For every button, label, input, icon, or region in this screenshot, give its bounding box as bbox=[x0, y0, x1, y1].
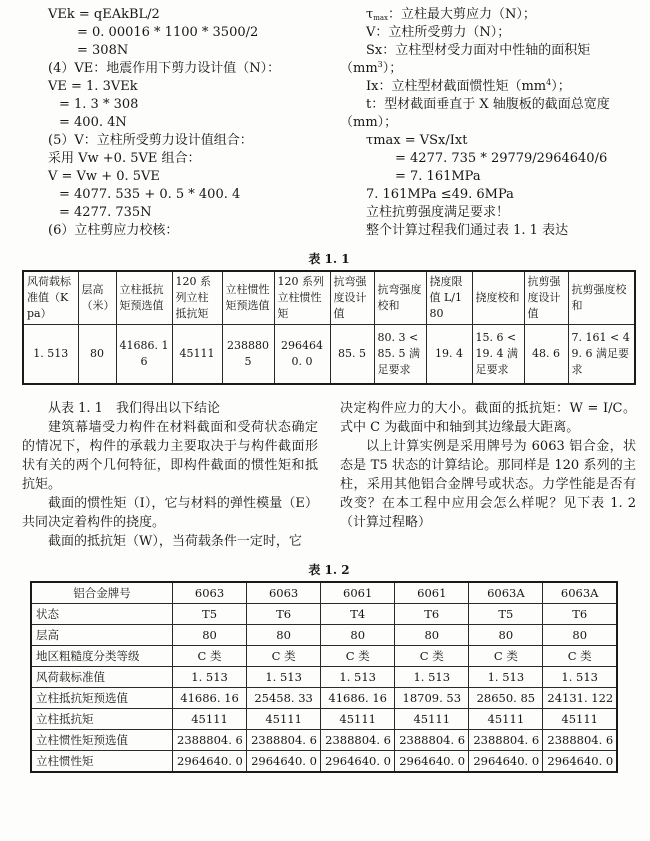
table-cell: 2964640. 0 bbox=[469, 751, 543, 773]
header-120-inertia: 120 系列立柱惯性矩 bbox=[274, 271, 330, 325]
t-unit: （mm）； bbox=[340, 115, 398, 130]
table-1-2 bbox=[30, 581, 618, 773]
sx-unit-exponent: 3 bbox=[377, 60, 383, 69]
table-row bbox=[31, 625, 617, 646]
header-shear-design: 抗剪强度设计值 bbox=[524, 271, 568, 325]
formula-vek: VEk = qEAkBL/2 bbox=[48, 7, 160, 22]
table-cell: C 类 bbox=[543, 646, 617, 667]
table-reference-note: 整个计算过程我们通过表 1. 1 表达 bbox=[366, 223, 569, 238]
formula-vek-result: = 308N bbox=[77, 43, 129, 58]
table-row bbox=[31, 688, 617, 709]
v-definition: V：立柱所受剪力（N）； bbox=[366, 25, 511, 40]
header-deflection-limit: 挠度限值 L/180 bbox=[426, 271, 472, 325]
table-cell: 1. 513 bbox=[321, 667, 395, 688]
table-row bbox=[31, 709, 617, 730]
table-cell: T6 bbox=[395, 604, 469, 625]
table-row bbox=[31, 604, 617, 625]
header-resist-moment-preselect: 立柱抵抗矩预选值 bbox=[116, 271, 172, 325]
table-1-2-caption: 表 1. 2 bbox=[308, 563, 350, 577]
header-deflection-check: 挠度校和 bbox=[472, 271, 524, 325]
cell-120-inertia: 2964640. 0 bbox=[274, 325, 330, 385]
tau-subscript: max bbox=[373, 14, 388, 22]
table-cell: 80 bbox=[321, 625, 395, 646]
table-cell: 45111 bbox=[543, 709, 617, 730]
table-cell: 80 bbox=[173, 625, 247, 646]
header-wind-load: 风荷载标准值（Kpa） bbox=[23, 271, 78, 325]
table-1-2-body bbox=[31, 582, 617, 772]
conclusion-paragraph-3: 截面的抵抗矩（W），当荷载条件一定时，它 bbox=[48, 534, 302, 549]
table-cell: 45111 bbox=[247, 709, 321, 730]
table-cell: 28650. 85 bbox=[469, 688, 543, 709]
right-definition-block bbox=[340, 6, 636, 240]
row-label: 层高 bbox=[31, 625, 173, 646]
table-cell: 1. 513 bbox=[247, 667, 321, 688]
ix-close: ）； bbox=[551, 79, 571, 94]
conclusion-section bbox=[22, 399, 636, 551]
row-label: 立柱抵抗矩预选值 bbox=[31, 688, 173, 709]
table-cell: 2388804. 6 bbox=[395, 730, 469, 751]
formula-v-result: = 4277. 735N bbox=[59, 205, 152, 220]
conclusion-left-column bbox=[22, 399, 318, 551]
table-cell: 41686. 16 bbox=[173, 688, 247, 709]
table-row bbox=[31, 730, 617, 751]
table-cell: 2388804. 6 bbox=[247, 730, 321, 751]
cell-inertia-preselect: 2388805 bbox=[222, 325, 274, 385]
table-cell: T6 bbox=[543, 604, 617, 625]
row-label: 风荷载标准值 bbox=[31, 667, 173, 688]
conclusion-paragraph-1: 建筑幕墙受力构件在材料截面和受荷状态确定的情况下，构件的承载力主要取决于与构件截面形状有关的两个几何特征，即构件截面的惯性矩和抵抗矩。 bbox=[22, 420, 318, 492]
header-inertia-preselect: 立柱惯性矩预选值 bbox=[222, 271, 274, 325]
table-cell: 1. 513 bbox=[469, 667, 543, 688]
table-cell: 45111 bbox=[395, 709, 469, 730]
section-6-heading: (6）立柱剪应力校核： bbox=[48, 223, 179, 238]
table-cell: 1. 513 bbox=[395, 667, 469, 688]
cell-wind-load: 1. 513 bbox=[23, 325, 78, 385]
formula-v-substitution: = 4077. 535 + 0. 5 * 400. 4 bbox=[59, 187, 241, 202]
section-4-heading: (4）VE：地震作用下剪力设计值（N）： bbox=[48, 61, 281, 76]
table-cell: 6063A bbox=[469, 582, 543, 604]
formula-v: V = Vw + 0. 5VE bbox=[48, 169, 160, 184]
section-5-heading: (5）V：立柱所受剪力设计值组合： bbox=[48, 133, 253, 148]
formula-vek-substitution: = 0. 00016 * 1100 * 3500/2 bbox=[77, 25, 259, 40]
t-definition: t：型材截面垂直于 X 轴腹板的截面总宽度 bbox=[366, 97, 610, 112]
cell-deflection-check: 15. 6 < 19. 4 满足要求 bbox=[472, 325, 524, 385]
conclusion-right-column bbox=[340, 399, 636, 532]
table-cell: 2964640. 0 bbox=[321, 751, 395, 773]
cell-floor-height: 80 bbox=[78, 325, 116, 385]
table-cell: 80 bbox=[469, 625, 543, 646]
table-cell: 6061 bbox=[395, 582, 469, 604]
row-label: 状态 bbox=[31, 604, 173, 625]
table-cell: 1. 513 bbox=[173, 667, 247, 688]
cell-120-resist-moment: 45111 bbox=[172, 325, 222, 385]
sx-definition: Sx：立柱型材受力面对中性轴的面积矩 bbox=[366, 43, 591, 58]
formula-ve: VE = 1. 3VEk bbox=[48, 79, 138, 94]
tau-symbol: τ bbox=[366, 7, 374, 22]
table-1-1-caption: 表 1. 1 bbox=[308, 252, 350, 266]
tau-definition bbox=[340, 6, 636, 24]
table-cell: T6 bbox=[247, 604, 321, 625]
table-cell: 80 bbox=[247, 625, 321, 646]
table-cell: T5 bbox=[469, 604, 543, 625]
row-label: 立柱惯性矩 bbox=[31, 751, 173, 773]
table-cell: C 类 bbox=[321, 646, 395, 667]
row-label: 铝合金牌号 bbox=[31, 582, 173, 604]
table-cell: 2964640. 0 bbox=[543, 751, 617, 773]
ix-exponent: 4 bbox=[546, 78, 552, 87]
sx-unit bbox=[340, 60, 636, 78]
combination-note: 采用 Vw +0. 5VE 组合： bbox=[48, 151, 201, 166]
formula-tau-substitution: = 4277. 735 * 29779/2964640/6 bbox=[395, 151, 608, 166]
left-formula-block bbox=[22, 6, 318, 240]
formula-tau: τmax = VSx/Ixt bbox=[366, 133, 468, 148]
table-row bbox=[31, 751, 617, 773]
sx-unit-text: （mm bbox=[340, 61, 378, 76]
cell-shear-design: 48. 6 bbox=[524, 325, 568, 385]
header-120-resist-moment: 120 系列立柱抵抗矩 bbox=[172, 271, 222, 325]
table-row bbox=[31, 667, 617, 688]
table-cell: T4 bbox=[321, 604, 395, 625]
row-label: 立柱抵抗矩 bbox=[31, 709, 173, 730]
table-row bbox=[31, 646, 617, 667]
table-cell: 6061 bbox=[321, 582, 395, 604]
formula-tau-result: = 7. 161MPa bbox=[395, 169, 481, 184]
table-cell: C 类 bbox=[173, 646, 247, 667]
header-shear-check: 抗剪强度校和 bbox=[568, 271, 635, 325]
ix-definition bbox=[340, 78, 636, 96]
conclusion-paragraph-2: 截面的惯性矩（I），它与材料的弹性模量（E）共同决定着构件的挠度。 bbox=[22, 496, 318, 530]
header-bending-design: 抗弯强度设计值 bbox=[330, 271, 374, 325]
table-cell: C 类 bbox=[395, 646, 469, 667]
cell-deflection-limit: 19. 4 bbox=[426, 325, 472, 385]
table-cell: 24131. 122 bbox=[543, 688, 617, 709]
table-cell: 2964640. 0 bbox=[247, 751, 321, 773]
conclusion-paragraph-4: 以上计算实例是采用牌号为 6063 铝合金，状态是 T5 状态的计算结论。那同样是 120 系列的主柱，采用其他铝合金牌号或状态。力学性能是否有改变？在本工程中应用会怎么样呢？见下表 1. 2（计算过程略） bbox=[340, 439, 636, 530]
top-section bbox=[22, 6, 636, 240]
formula-ve-result: = 400. 4N bbox=[59, 115, 127, 130]
shear-check-conclusion: 立柱抗剪强度满足要求！ bbox=[366, 205, 510, 220]
sx-unit-close: ）； bbox=[382, 61, 403, 76]
table-cell: 2388804. 6 bbox=[173, 730, 247, 751]
cell-shear-check: 7. 161 < 49. 6 满足要求 bbox=[568, 325, 635, 385]
ix-text: Ix：立柱型材截面惯性矩（mm bbox=[366, 79, 547, 94]
table-cell: 25458. 33 bbox=[247, 688, 321, 709]
row-label: 地区粗糙度分类等级 bbox=[31, 646, 173, 667]
cell-bending-design: 85. 5 bbox=[330, 325, 374, 385]
table-cell: 2964640. 0 bbox=[395, 751, 469, 773]
table-cell: 2388804. 6 bbox=[543, 730, 617, 751]
table-1-1 bbox=[22, 270, 636, 385]
table-1-1-header-row bbox=[23, 271, 635, 325]
tau-description: ：立柱最大剪应力（N）； bbox=[387, 7, 536, 22]
table-row bbox=[23, 325, 635, 385]
cell-bending-check: 80. 3 < 85. 5 满足要求 bbox=[374, 325, 426, 385]
table-cell: 45111 bbox=[173, 709, 247, 730]
row-label: 立柱惯性矩预选值 bbox=[31, 730, 173, 751]
formula-ve-substitution: = 1. 3 * 308 bbox=[59, 97, 139, 112]
table-cell: 6063 bbox=[247, 582, 321, 604]
table-cell: C 类 bbox=[247, 646, 321, 667]
table-cell: 18709. 53 bbox=[395, 688, 469, 709]
table-cell: 41686. 16 bbox=[321, 688, 395, 709]
table-cell: 6063 bbox=[173, 582, 247, 604]
table-cell: 2964640. 0 bbox=[173, 751, 247, 773]
table-header-row bbox=[31, 582, 617, 604]
table-cell: T5 bbox=[173, 604, 247, 625]
header-bending-check: 抗弯强度校和 bbox=[374, 271, 426, 325]
table-cell: 80 bbox=[395, 625, 469, 646]
table-cell: 45111 bbox=[321, 709, 395, 730]
table-cell: 2388804. 6 bbox=[321, 730, 395, 751]
table-cell: 6063A bbox=[543, 582, 617, 604]
table-cell: 45111 bbox=[469, 709, 543, 730]
table-cell: 2388804. 6 bbox=[469, 730, 543, 751]
stress-comparison: 7. 161MPa ≤49. 6MPa bbox=[366, 187, 514, 202]
table-cell: 1. 513 bbox=[543, 667, 617, 688]
conclusion-intro: 从表 1. 1 我们得出以下结论 bbox=[48, 401, 220, 416]
table-cell: 80 bbox=[543, 625, 617, 646]
conclusion-paragraph-3-continued: 决定构件应力的大小。截面的抵抗矩：W = I/C。式中 C 为截面中和轴到其边缘最大距离。 bbox=[340, 401, 636, 435]
cell-resist-moment-preselect: 41686. 16 bbox=[116, 325, 172, 385]
table-cell: C 类 bbox=[469, 646, 543, 667]
header-floor-height: 层高（米） bbox=[78, 271, 116, 325]
